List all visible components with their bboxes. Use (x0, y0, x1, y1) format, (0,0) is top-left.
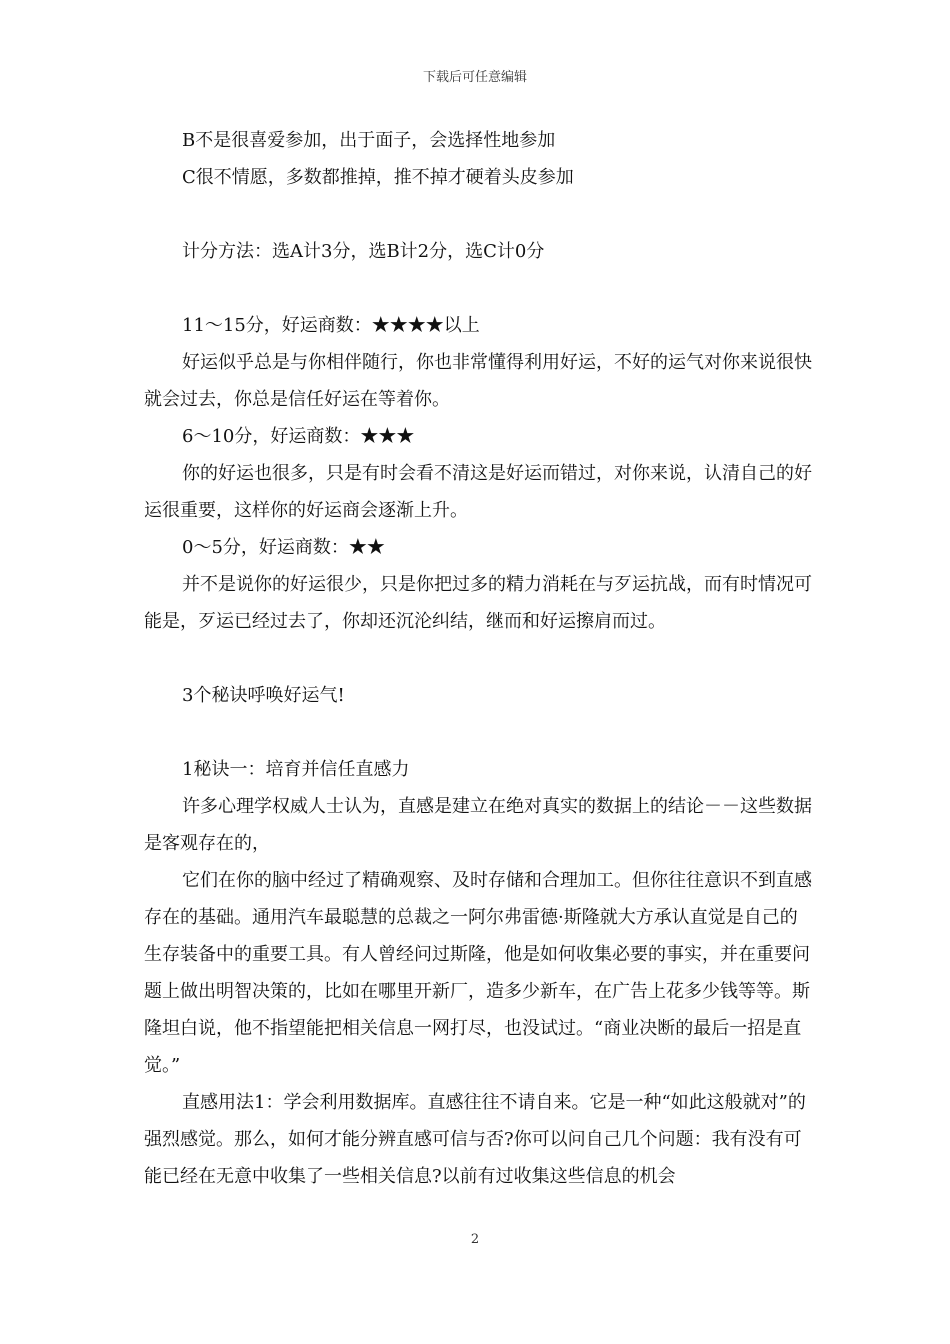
blank-line (144, 196, 812, 233)
secret-one-heading: 1秘诀一：培育并信任直感力 (182, 759, 410, 780)
scoring-method: 计分方法：选A计3分，选B计2分，选C计0分 (182, 241, 545, 262)
page-header: 下载后可任意编辑 (422, 70, 527, 85)
score-desc-high: 好运似乎总是与你相伴随行，你也非常懂得利用好运，不好的运气对你来说很快就会过去，你总是信任好运在等着你。 (144, 352, 812, 410)
document-body (144, 122, 812, 1195)
secret-one-paragraph-2: 它们在你的脑中经过了精确观察、及时存储和合理加工。但你往往意识不到直感存在的基础。通用汽车最聪慧的总裁之一阿尔弗雷德·斯隆就大方承认直觉是自己的生存装备中的重要工具。有人曾经问过斯隆，他是如何收集必要的事实，并在重要问题上做出明智决策的，比如在哪里开新厂，造多少新车，在广告上花多少钱等等。斯隆坦白说，他不指望能把相关信息一网打尽，也没试过。“商业决断的最后一招是直觉。” (144, 870, 812, 1076)
blank-line (144, 714, 812, 751)
secret-one-paragraph-1: 许多心理学权威人士认为，直感是建立在绝对真实的数据上的结论－－这些数据是客观存在的， (144, 796, 812, 854)
secret-one-paragraph-3: 直感用法1：学会利用数据库。直感往往不请自来。它是一种“如此这般就对”的强烈感觉。那么，如何才能分辨直感可信与否?你可以问自己几个问题：我有没有可能已经在无意中收集了一些相关信息?以前有过收集这些信息的机会 (144, 1092, 806, 1187)
page-number: 2 (470, 1232, 480, 1247)
score-range-high: 11～15分，好运商数：★★★★以上 (182, 315, 480, 336)
score-range-mid: 6～10分，好运商数：★★★ (182, 426, 415, 447)
blank-line (144, 270, 812, 307)
secrets-heading: 3个秘诀呼唤好运气! (182, 685, 345, 706)
score-desc-mid: 你的好运也很多，只是有时会看不清这是好运而错过，对你来说，认清自己的好运很重要，这样你的好运商会逐渐上升。 (144, 463, 812, 521)
option-b: B不是很喜爱参加，出于面子，会选择性地参加 (182, 130, 556, 151)
option-c: C很不情愿，多数都推掉，推不掉才硬着头皮参加 (182, 167, 574, 188)
score-range-low: 0～5分，好运商数：★★ (182, 537, 385, 558)
score-desc-low: 并不是说你的好运很少，只是你把过多的精力消耗在与歹运抗战，而有时情况可能是，歹运已经过去了，你却还沉沦纠结，继而和好运擦肩而过。 (144, 574, 812, 632)
blank-line (144, 640, 812, 677)
